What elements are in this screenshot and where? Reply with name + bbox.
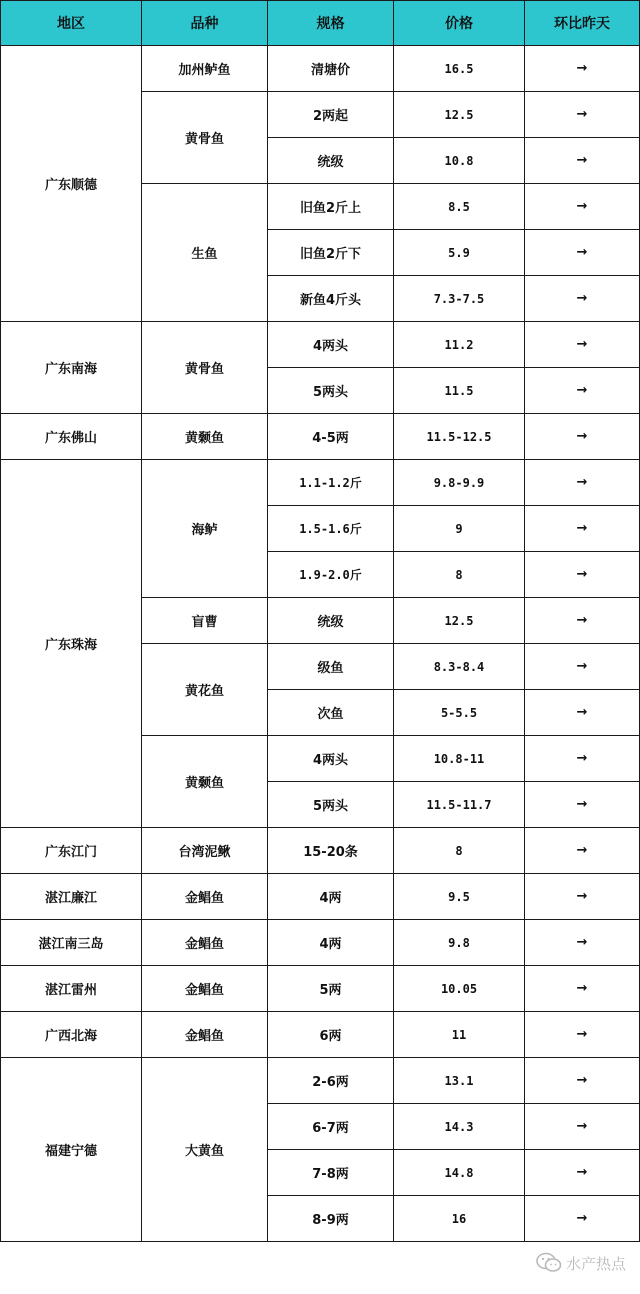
price-cell: 14.8 [394,1150,525,1196]
spec-cell: 1.1-1.2斤 [268,460,394,506]
price-cell: 9.5 [394,874,525,920]
region-cell: 湛江南三岛 [1,920,142,966]
region-cell: 广东珠海 [1,460,142,828]
spec-cell: 4-5两 [268,414,394,460]
region-cell: 广东南海 [1,322,142,414]
variety-cell: 金鲳鱼 [142,920,268,966]
variety-cell: 金鲳鱼 [142,966,268,1012]
header-variety: 品种 [142,1,268,46]
watermark [536,1252,626,1274]
spec-cell: 旧鱼2斤上 [268,184,394,230]
price-cell: 16 [394,1196,525,1242]
price-cell: 9.8 [394,920,525,966]
spec-cell: 5两头 [268,368,394,414]
price-cell: 12.5 [394,598,525,644]
price-cell: 16.5 [394,46,525,92]
variety-cell: 黄骨鱼 [142,92,268,184]
change-cell: → [525,1012,640,1058]
price-cell: 9.8-9.9 [394,460,525,506]
price-cell: 12.5 [394,92,525,138]
wechat-icon [536,1252,562,1274]
spec-cell: 6-7两 [268,1104,394,1150]
price-cell: 9 [394,506,525,552]
variety-cell: 大黄鱼 [142,1058,268,1242]
table-row [1,46,640,92]
price-cell: 5-5.5 [394,690,525,736]
variety-cell: 加州鲈鱼 [142,46,268,92]
price-cell: 13.1 [394,1058,525,1104]
spec-cell: 6两 [268,1012,394,1058]
change-cell: → [525,1196,640,1242]
spec-cell: 统级 [268,598,394,644]
price-cell: 10.8 [394,138,525,184]
table-row [1,828,640,874]
spec-cell: 15-20条 [268,828,394,874]
spec-cell: 5两 [268,966,394,1012]
change-cell: → [525,46,640,92]
table-row [1,414,640,460]
spec-cell: 1.5-1.6斤 [268,506,394,552]
spec-cell: 级鱼 [268,644,394,690]
change-cell: → [525,184,640,230]
watermark-text: 水产热点 [565,1254,626,1273]
change-cell: → [525,690,640,736]
spec-cell: 1.9-2.0斤 [268,552,394,598]
table-row [1,1058,640,1104]
variety-cell: 台湾泥鳅 [142,828,268,874]
variety-cell: 黄骨鱼 [142,322,268,414]
spec-cell: 清塘价 [268,46,394,92]
change-cell: → [525,230,640,276]
spec-cell: 8-9两 [268,1196,394,1242]
price-cell: 11 [394,1012,525,1058]
variety-cell: 盲曹 [142,598,268,644]
change-cell: → [525,598,640,644]
price-cell: 14.3 [394,1104,525,1150]
price-cell: 8 [394,828,525,874]
price-cell: 10.05 [394,966,525,1012]
region-cell: 湛江雷州 [1,966,142,1012]
spec-cell: 4两 [268,920,394,966]
header-spec: 规格 [268,1,394,46]
region-cell: 湛江廉江 [1,874,142,920]
price-cell: 10.8-11 [394,736,525,782]
change-cell: → [525,920,640,966]
spec-cell: 5两头 [268,782,394,828]
table-row [1,874,640,920]
spec-cell: 新鱼4斤头 [268,276,394,322]
change-cell: → [525,138,640,184]
price-cell: 11.5 [394,368,525,414]
spec-cell: 4两 [268,874,394,920]
region-cell: 福建宁德 [1,1058,142,1242]
spec-cell: 2两起 [268,92,394,138]
header-change: 环比昨天 [525,1,640,46]
change-cell: → [525,1104,640,1150]
change-cell: → [525,506,640,552]
price-cell: 8.5 [394,184,525,230]
price-cell: 11.5-11.7 [394,782,525,828]
variety-cell: 黄花鱼 [142,644,268,736]
price-cell: 11.2 [394,322,525,368]
spec-cell: 旧鱼2斤下 [268,230,394,276]
price-cell: 8 [394,552,525,598]
change-cell: → [525,460,640,506]
price-cell: 5.9 [394,230,525,276]
table-row [1,460,640,506]
change-cell: → [525,1058,640,1104]
change-cell: → [525,736,640,782]
header-region: 地区 [1,1,142,46]
table-row [1,966,640,1012]
region-cell: 广东佛山 [1,414,142,460]
region-cell: 广东江门 [1,828,142,874]
header-price: 价格 [394,1,525,46]
spec-cell: 次鱼 [268,690,394,736]
price-cell: 7.3-7.5 [394,276,525,322]
region-cell: 广西北海 [1,1012,142,1058]
spec-cell: 统级 [268,138,394,184]
change-cell: → [525,552,640,598]
change-cell: → [525,782,640,828]
spec-cell: 2-6两 [268,1058,394,1104]
region-cell: 广东顺德 [1,46,142,322]
change-cell: → [525,828,640,874]
change-cell: → [525,414,640,460]
header-row [1,1,640,46]
spec-cell: 4两头 [268,322,394,368]
spec-cell: 4两头 [268,736,394,782]
price-cell: 11.5-12.5 [394,414,525,460]
change-cell: → [525,644,640,690]
variety-cell: 海鲈 [142,460,268,598]
variety-cell: 金鲳鱼 [142,874,268,920]
spec-cell: 7-8两 [268,1150,394,1196]
change-cell: → [525,1150,640,1196]
change-cell: → [525,874,640,920]
change-cell: → [525,322,640,368]
change-cell: → [525,92,640,138]
change-cell: → [525,276,640,322]
table-row [1,322,640,368]
variety-cell: 黄颡鱼 [142,414,268,460]
variety-cell: 生鱼 [142,184,268,322]
price-cell: 8.3-8.4 [394,644,525,690]
table-row [1,920,640,966]
change-cell: → [525,368,640,414]
variety-cell: 金鲳鱼 [142,1012,268,1058]
variety-cell: 黄颡鱼 [142,736,268,828]
change-cell: → [525,966,640,1012]
table-row [1,1012,640,1058]
